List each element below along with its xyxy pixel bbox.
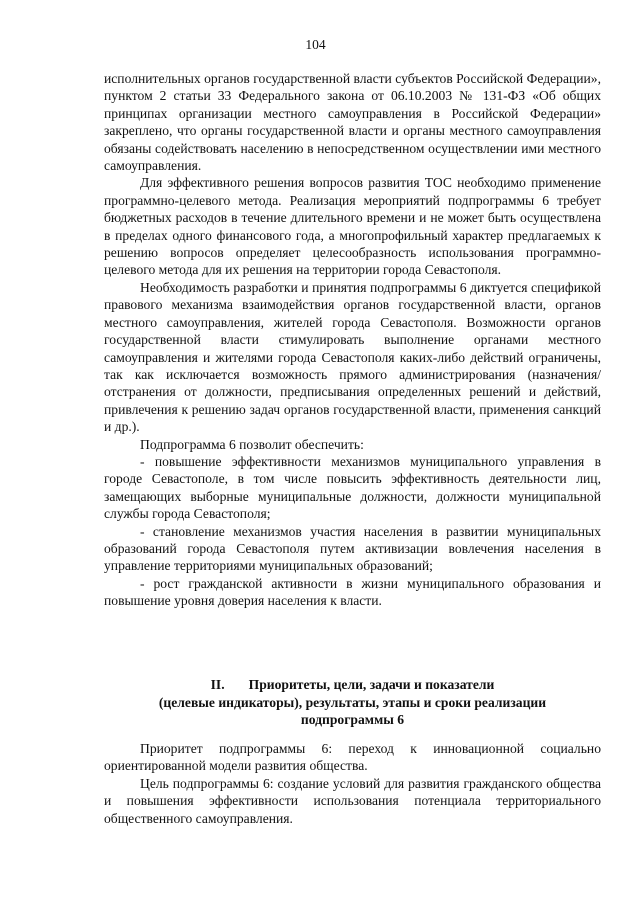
priority-paragraph: Приоритет подпрограммы 6: переход к инновационной социально ориентированной модели развития общества. [104,741,601,774]
section-heading [104,676,601,729]
list-item-1: - повышение эффективности механизмов муниципального управления в городе Севастополе, в том числе повысить эффективность деятельности лиц, замещающих выборные муниципальные должности, должности муниципальной службы города Севастополя; [104,453,601,522]
section-number: II. [210,677,225,692]
body-text [104,70,601,610]
section-title-line-1: Приоритеты, цели, задачи и показатели [248,677,495,692]
paragraph-1: исполнительных органов государственной власти субъектов Российской Федерации», пунктом 2 статьи 33 Федерального закона от 06.10.2003 № 131-ФЗ «Об общих принципах организации местного самоуправления в Российской Федерации» закреплено, что органы государственной власти и органы местного самоуправления обязаны содействовать населению в непосредственном осуществлении ими местного самоуправления. [104,71,601,174]
section-title-line-2: (целевые индикаторы), результаты, этапы и сроки реализации [158,694,547,710]
list-item-3: - рост гражданской активности в жизни муниципального образования и повышение уровня доверия населения к власти. [104,575,601,609]
section-heading-line-1 [104,676,601,694]
section-title-line-3: подпрограммы 6 [300,712,405,728]
list-item-2: - становление механизмов участия населения в развитии муниципальных образований города Севастополя путем активизации вовлечения населения в управление территориями муниципальных образований; [104,523,601,574]
page-number: 104 [305,37,326,52]
goal-paragraph: Цель подпрограммы 6: создание условий для развития гражданского общества и повышения эффективности использования потенциала территориального общественного самоуправления. [104,775,601,826]
paragraph-2: Для эффективного решения вопросов развития ТОС необходимо применение программно-целевого метода. Реализация мероприятий подпрограммы 6 требует бюджетных расходов в течение длительного времени и не может быть осуществлена в пределах одного финансового года, а многопрофильный характер предлагаемых к решению вопросов определяет целесообразность использования программно-целевого метода для их решения на территории города Севастополя. [104,175,601,278]
paragraph-3: Необходимость разработки и принятия подпрограммы 6 диктуется спецификой правового механизма взаимодействия органов государственной власти, органов местного самоуправления, жителей города Севастополя. Возможности органов государственной власти стимулировать выполнение органами местного самоуправления и жителями города Севастополя каких-либо действий ограничены, так как исключается возможность прямого администрирования (назначения/отстранения от должности, предписывания определенных решений и действий, привлечения к решению задач органов государственной власти, применения санкций и др.). [104,279,601,435]
paragraph-4: Подпрограмма 6 позволит обеспечить: [140,436,364,452]
bottom-text [104,740,601,827]
